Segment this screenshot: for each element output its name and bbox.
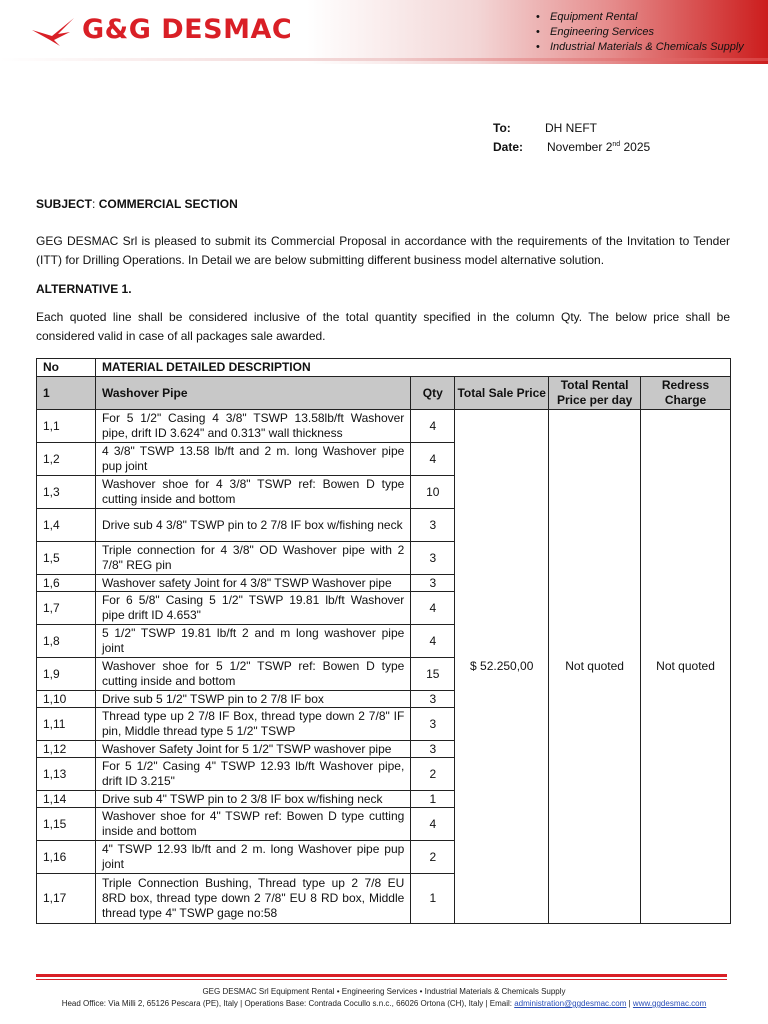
materials-table <box>36 358 731 924</box>
intro-paragraph: GEG DESMAC Srl is pleased to submit its Commercial Proposal in accordance with the requirements of the Invitation to Tender (ITT) for Drilling Operations. In Detail we are below submitting different business model alternative solution. <box>36 234 730 267</box>
header-no: No <box>37 359 96 377</box>
footer-divider-thin <box>36 979 727 980</box>
row-qty: 3 <box>411 691 455 708</box>
alternative-paragraph: Each quoted line shall be considered inclusive of the total quantity specified in the column Qty. The below price shall be considered valid in case of all packages sale awarded. <box>36 310 730 343</box>
row-qty: 3 <box>411 708 455 741</box>
total-rental-price-value: Not quoted <box>549 410 641 924</box>
row-number: 1,12 <box>37 741 96 758</box>
group-description: Washover Pipe <box>95 377 410 410</box>
service-item: • Engineering Services <box>536 25 744 40</box>
footer-address-line: Head Office: Via Milli 2, 65126 Pescara (PE), Italy | Operations Base: Contrada Cocullo s.n.c., 66026 Ortona (CH), Italy | Email: administration@ggdesmac.com | www.ggdesmac.com <box>61 999 707 1008</box>
row-qty: 1 <box>411 791 455 808</box>
row-number: 1,7 <box>37 592 96 625</box>
row-description: Washover shoe for 4" TSWP ref: Bowen D type cutting inside and bottom <box>95 808 410 841</box>
row-description: Drive sub 4 3/8" TSWP pin to 2 7/8 IF box w/fishing neck <box>95 509 410 542</box>
header-qty: Qty <box>411 377 455 410</box>
row-number: 1,6 <box>37 575 96 592</box>
header-total-sale-price: Total Sale Price <box>455 377 549 410</box>
row-qty: 4 <box>411 808 455 841</box>
logo-text: G&G DESMAC <box>82 14 293 45</box>
services-list <box>536 10 744 55</box>
row-number: 1,1 <box>37 410 96 443</box>
row-number: 1,8 <box>37 625 96 658</box>
row-description: 5 1/2" TSWP 19.81 lb/ft 2 and m long washover pipe joint <box>95 625 410 658</box>
row-number: 1,17 <box>37 874 96 924</box>
row-description: For 5 1/2" Casing 4" TSWP 12.93 lb/ft Washover pipe, drift ID 3.215" <box>95 758 410 791</box>
company-logo <box>30 14 360 50</box>
row-qty: 4 <box>411 625 455 658</box>
row-description: Drive sub 5 1/2" TSWP pin to 2 7/8 IF box <box>95 691 410 708</box>
letterhead-divider <box>0 58 768 61</box>
row-description: Triple connection for 4 3/8" OD Washover pipe with 2 7/8" REG pin <box>95 542 410 575</box>
row-number: 1,3 <box>37 476 96 509</box>
row-qty: 3 <box>411 741 455 758</box>
row-description: For 6 5/8" Casing 5 1/2" TSWP 19.81 lb/ft Washover pipe drift ID 4.653" <box>95 592 410 625</box>
row-description: Thread type up 2 7/8 IF Box, thread type down 2 7/8" IF pin, Middle thread type 5 1/2" TSWP <box>95 708 410 741</box>
row-number: 1,11 <box>37 708 96 741</box>
service-item: • Equipment Rental <box>536 10 744 25</box>
row-number: 1,2 <box>37 443 96 476</box>
header-description: MATERIAL DETAILED DESCRIPTION <box>95 359 730 377</box>
row-description: Washover shoe for 5 1/2" TSWP ref: Bowen D type cutting inside and bottom <box>95 658 410 691</box>
row-qty: 2 <box>411 841 455 874</box>
service-item: • Industrial Materials & Chemicals Supply <box>536 40 744 55</box>
group-header-row <box>37 377 731 410</box>
row-description: Triple Connection Bushing, Thread type up 2 7/8 EU 8RD box, thread type down 2 7/8" EU 8 RD box, Middle thread type 4" TSWP gage no:58 <box>95 874 410 924</box>
row-description: For 5 1/2" Casing 4 3/8" TSWP 13.58lb/ft Washover pipe, drift ID 3.624" and 0.313" wall thickness <box>95 410 410 443</box>
redress-charge-value: Not quoted <box>641 410 731 924</box>
footer-company-line: GEG DESMAC Srl Equipment Rental • Engineering Services • Industrial Materials & Chemicals Supply <box>202 987 566 996</box>
to-value: DH NEFT <box>545 121 597 135</box>
row-number: 1,5 <box>37 542 96 575</box>
row-description: Washover safety Joint for 4 3/8" TSWP Washover pipe <box>95 575 410 592</box>
row-qty: 3 <box>411 575 455 592</box>
website-link[interactable]: www.ggdesmac.com <box>632 999 707 1008</box>
footer-divider <box>36 974 727 977</box>
row-qty: 4 <box>411 443 455 476</box>
row-description: Washover shoe for 4 3/8" TSWP ref: Bowen D type cutting inside and bottom <box>95 476 410 509</box>
row-qty: 4 <box>411 410 455 443</box>
alternative-title: ALTERNATIVE 1. <box>36 282 132 296</box>
header-redress-charge: Redress Charge <box>641 377 731 410</box>
row-number: 1,9 <box>37 658 96 691</box>
row-qty: 3 <box>411 542 455 575</box>
table-row <box>37 410 731 443</box>
header-total-rental-price: Total Rental Price per day <box>549 377 641 410</box>
row-description: Washover Safety Joint for 5 1/2" TSWP washover pipe <box>95 741 410 758</box>
group-no: 1 <box>37 377 96 410</box>
total-sale-price-value: $ 52.250,00 <box>455 410 549 924</box>
row-number: 1,15 <box>37 808 96 841</box>
date-label: Date: <box>493 140 524 154</box>
row-qty: 3 <box>411 509 455 542</box>
row-number: 1,10 <box>37 691 96 708</box>
row-qty: 15 <box>411 658 455 691</box>
row-qty: 4 <box>411 592 455 625</box>
row-number: 1,13 <box>37 758 96 791</box>
row-description: 4 3/8" TSWP 13.58 lb/ft and 2 m. long Washover pipe pup joint <box>95 443 410 476</box>
row-description: 4" TSWP 12.93 lb/ft and 2 m. long Washover pipe pup joint <box>95 841 410 874</box>
row-qty: 2 <box>411 758 455 791</box>
row-number: 1,14 <box>37 791 96 808</box>
row-number: 1,4 <box>37 509 96 542</box>
date-value: November 2nd 2025 <box>547 140 651 154</box>
to-label: To: <box>493 121 511 135</box>
email-link[interactable]: administration@ggdesmac.com <box>514 999 627 1008</box>
table-header-row <box>37 359 731 377</box>
bird-icon <box>30 16 76 46</box>
row-number: 1,16 <box>37 841 96 874</box>
row-qty: 1 <box>411 874 455 924</box>
subject-line: SUBJECT: COMMERCIAL SECTION <box>36 197 238 211</box>
row-qty: 10 <box>411 476 455 509</box>
row-description: Drive sub 4" TSWP pin to 2 3/8 IF box w/fishing neck <box>95 791 410 808</box>
